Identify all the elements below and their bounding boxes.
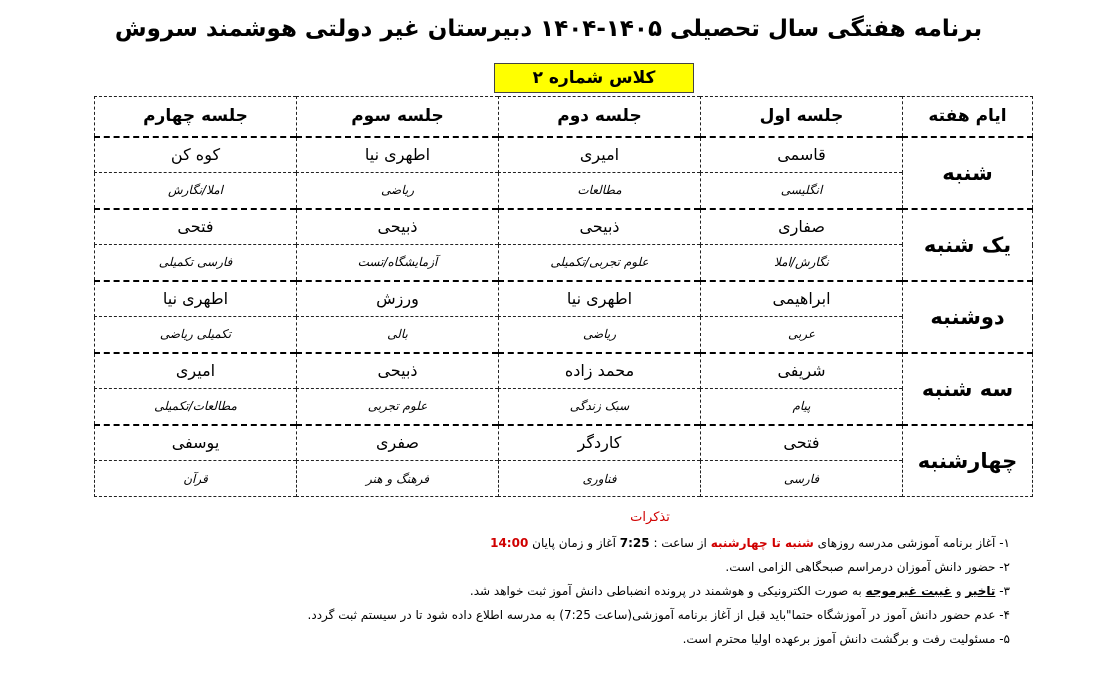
note-5: ۵- مسئولیت رفت و برگشت دانش آموز برعهده اولیا محترم است. (682, 632, 1010, 646)
teacher-row (95, 425, 1033, 461)
note-1-start-time: 7:25 (619, 536, 650, 550)
teacher-cell: صفری (297, 425, 499, 461)
header-session-1: جلسه اول (701, 97, 903, 137)
teacher-cell: یوسفی (95, 425, 297, 461)
teacher-cell: امیری (95, 353, 297, 389)
note-3-text: به صورت الکترونیکی و هوشمند در پرونده انضباطی دانش آموز ثبت خواهد شد. (469, 584, 862, 598)
teacher-cell: کاردگر (499, 425, 701, 461)
subject-cell: علوم تجربی/تکمیلی (499, 245, 701, 281)
note-1-days: شنبه تا چهارشنبه (710, 536, 814, 550)
subject-cell: مطالعات/تکمیلی (95, 389, 297, 425)
note-4: ۴- عدم حضور دانش آموز در آموزشگاه حتما"باید قبل از آغاز برنامه آموزشی(ساعت 7:25) به مدرسه اطلاع داده شود تا در سیستم ثبت گردد. (307, 608, 1010, 622)
subject-cell: عربی (701, 317, 903, 353)
subject-cell: فناوری (499, 461, 701, 497)
day-name: چهارشنبه (903, 425, 1033, 497)
teacher-row (95, 353, 1033, 389)
schedule-table (94, 96, 1033, 497)
note-1-text: ۱- آغاز برنامه آموزشی مدرسه روزهای (817, 536, 1010, 550)
subject-cell: فرهنگ و هنر (297, 461, 499, 497)
note-3-absence: غیبت غیرموجه (865, 584, 952, 598)
page-title: برنامه هفتگی سال تحصیلی ۱۴۰۵-۱۴۰۴ دبیرستان غیر دولتی هوشمند سروش (114, 16, 983, 42)
note-2: ۲- حضور دانش آموزان درمراسم صبحگاهی الزامی است. (725, 560, 1010, 574)
header-row (95, 97, 1033, 137)
subject-cell: پیام (701, 389, 903, 425)
subject-row (95, 389, 1033, 425)
teacher-cell: ذبیحی (297, 209, 499, 245)
teacher-cell: صفاری (701, 209, 903, 245)
subject-cell: فارسی تکمیلی (95, 245, 297, 281)
note-3-number: ۳- (999, 584, 1010, 598)
teacher-cell: کوه کن (95, 137, 297, 173)
teacher-cell: فتحی (701, 425, 903, 461)
header-session-3: جلسه سوم (297, 97, 499, 137)
teacher-cell: محمد زاده (499, 353, 701, 389)
teacher-cell: فتحی (95, 209, 297, 245)
header-days: ایام هفته (903, 97, 1033, 137)
day-name: دوشنبه (903, 281, 1033, 353)
teacher-cell: اطهری نیا (95, 281, 297, 317)
notes-title: تذکرات (630, 510, 670, 525)
subject-cell: بالی (297, 317, 499, 353)
subject-cell: ریاضی (499, 317, 701, 353)
day-name: سه شنبه (903, 353, 1033, 425)
teacher-row (95, 137, 1033, 173)
subject-cell: سبک زندگی (499, 389, 701, 425)
teacher-cell: شریفی (701, 353, 903, 389)
subject-cell: تکمیلی ریاضی (95, 317, 297, 353)
notes-section (290, 510, 1010, 651)
teacher-cell: امیری (499, 137, 701, 173)
teacher-row (95, 281, 1033, 317)
note-3-and: و (955, 584, 962, 598)
note-1-from: از ساعت : (653, 536, 707, 550)
teacher-cell: اطهری نیا (499, 281, 701, 317)
note-1-end-label: آغاز و زمان پایان (532, 536, 616, 550)
subject-cell: املا/نگارش (95, 173, 297, 209)
teacher-cell: ابراهیمی (701, 281, 903, 317)
note-1-end-time: 14:00 (490, 536, 529, 550)
class-label: کلاس شماره ۲ (494, 63, 694, 93)
day-name: شنبه (903, 137, 1033, 209)
teacher-cell: ورزش (297, 281, 499, 317)
note-1 (290, 531, 1010, 555)
day-name: یک شنبه (903, 209, 1033, 281)
teacher-cell: قاسمی (701, 137, 903, 173)
note-3 (290, 579, 1010, 603)
note-3-delay: تاخیر (965, 584, 996, 598)
header-session-2: جلسه دوم (499, 97, 701, 137)
subject-cell: فارسی (701, 461, 903, 497)
subject-cell: آزمایشگاه/تست (297, 245, 499, 281)
subject-row (95, 173, 1033, 209)
teacher-cell: ذبیحی (499, 209, 701, 245)
subject-cell: علوم تجربی (297, 389, 499, 425)
teacher-cell: اطهری نیا (297, 137, 499, 173)
subject-cell: انگلیسی (701, 173, 903, 209)
subject-cell: مطالعات (499, 173, 701, 209)
header-session-4: جلسه چهارم (95, 97, 297, 137)
subject-cell: ریاضی (297, 173, 499, 209)
teacher-row (95, 209, 1033, 245)
subject-row (95, 461, 1033, 497)
subject-row (95, 317, 1033, 353)
teacher-cell: ذبیحی (297, 353, 499, 389)
subject-cell: نگارش/املا (701, 245, 903, 281)
subject-cell: قرآن (95, 461, 297, 497)
subject-row (95, 245, 1033, 281)
